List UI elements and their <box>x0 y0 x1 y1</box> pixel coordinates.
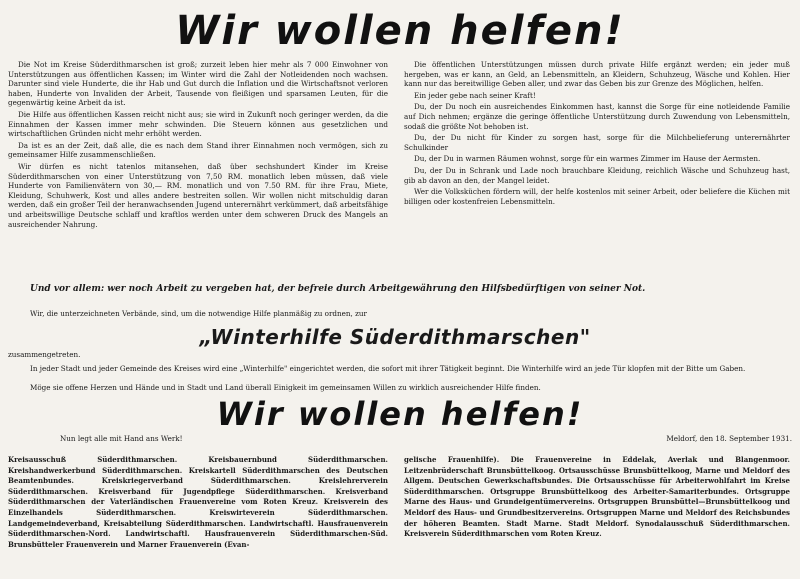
right-column <box>404 60 790 208</box>
right-paragraph: Die öffentlichen Unterstützungen müssen durch private Hilfe ergänzt werden; ein jeder muß hergeben, was er kann, an Geld, an Lebensmitteln, an Kleidern, Schuhzeug, Wäsche und Kohlen. Hier kann nur das bereitwillige Geben aller, und zwar das Geben bis zur Grenze des Möglichen, helfen. <box>404 60 790 89</box>
left-column <box>8 60 388 231</box>
call-to-action: Nun legt alle mit Hand ans Werk! <box>60 434 183 443</box>
right-paragraph: Du, der Du noch ein ausreichendes Einkommen hast, kannst die Sorge für eine notleidende Familie auf Dich nehmen; ergänze die geringe öffentliche Unterstützung durch Zuwendung von Lebensmitteln, sodaß die größte Not behoben ist. <box>404 102 790 131</box>
signatories-right: gelische Frauenhilfe). Die Frauenvereine in Eddelak, Averlak und Blangenmoor. Leitzenbrüderschaft Brunsbüttelkoog. Ortsausschüsse Brunsbüttelkoog, Marne und Meldorf des Allgem. Deutschen Gewerkschaftsbundes. Die Ortsausschüsse für Arbeiterwohlfahrt im Kreise Süderdithmarschen. Ortsgruppe Brunsbüttelkoog des Arbeiter-Samariterbundes. Ortsgruppe Marne des Haus- und Grundeigentümervereins. Ortsgruppen Brunsbüttel—Brunsbüttelkoog und Meldorf des Haus- und Grundbesitzervereins. Ortsgruppen Marne und Meldorf des Reichsbundes der höheren Beamten. Stadt Marne. Stadt Meldorf. Synodalausschuß Süderdithmarschen. Kreisverein Süderdithmarschen vom Roten Kreuz. <box>404 455 790 539</box>
paragraph-moege: Möge sie offene Herzen und Hände und in Stadt und Land überall Einigkeit im gemeinsamen Willen zu wirklich ausreichender Hilfe finden. <box>30 383 541 392</box>
paragraph-zusammengetreten: zusammengetreten. <box>8 350 81 359</box>
paragraph-jeder-stadt: In jeder Stadt und jeder Gemeinde des Kreises wird eine „Winterhilfe" eingerichtet werden, die sofort mit ihrer Tätigkeit beginnt. Die Winterhilfe wird an jede Tür klopfen mit der Bitte um Gaben. <box>30 364 746 373</box>
winterhilfe-heading: „Winterhilfe Süderdithmarschen" <box>199 325 591 349</box>
headline-bottom: Wir wollen helfen! <box>216 395 584 433</box>
left-paragraph: Die Not im Kreise Süderdithmarschen ist groß; zurzeit leben hier mehr als 7 000 Einwohner von Unterstützungen aus öffentlichen Kassen; im Winter wird die Zahl der Notleidenden noch wachsen. Darunter sind viele Hunderte, die ihr Hab und Gut durch die Inflation und die Wirtschaftsnot verloren haben, Hunderte von Invaliden der Arbeit, Tausende von fleißigen und sparsamen Leuten, für die gegenwärtig keine Arbeit da ist. <box>8 60 388 108</box>
right-paragraph: Wer die Volksküchen fördern will, der helfe kostenlos mit seiner Arbeit, oder beliefere die Küchen mit billigen oder kostenfreien Lebensmitteln. <box>404 187 790 206</box>
headline-top: Wir wollen helfen! <box>175 8 625 54</box>
left-paragraph: Da ist es an der Zeit, daß alle, die es nach dem Stand ihrer Einnahmen noch vermögen, sich zu gemeinsamer Hilfe zusammenschließen. <box>8 140 388 160</box>
right-paragraph: Du, der Du in Schrank und Lade noch brauchbare Kleidung, reichlich Wäsche und Schuhzeug hast, gib ab davon an den, der Mangel leidet. <box>404 165 790 185</box>
date-line: Meldorf, den 18. September 1931. <box>666 434 792 443</box>
right-paragraph: Ein jeder gebe nach seiner Kraft! <box>414 90 536 100</box>
left-paragraph: Die Hilfe aus öffentlichen Kassen reicht nicht aus; sie wird in Zukunft noch geringer werden, da die Einnahmen der Kassen immer mehr schwinden. Die Steuern können aus gesetzlichen und wirtschaftlichen Gründen nicht mehr erhöht werden. <box>8 109 388 139</box>
right-paragraph: Du, der Du nicht für Kinder zu sorgen hast, sorge für die Milchbelieferung unterernährter Schulkinder <box>404 133 790 152</box>
left-paragraph: Wir dürfen es nicht tatenlos mitansehen, daß über sechshundert Kinder im Kreise Süderdithmarschen von einer Unterstützung von 7,50 RM. monatlich leben müssen, daß viele Hunderte von Familienvätern von 30,— RM. monatlich und von 7.50 RM. für ihre Frau, Miete, Kleidung, Schuhwerk, Kost und alles andere bestreiten sollen. Wir wollen nicht mitschuldig daran werden, daß ein großer Teil der heranwachsenden Jugend unterernährt verkümmert, daß arbeitsfähige und arbeitswillige Deutsche schlaff und kraftlos werden unter dem schweren Druck des Mangels an ausreichender Nahrung. <box>8 161 388 229</box>
right-paragraph: Du, der Du in warmen Räumen wohnst, sorge für ein warmes Zimmer im Hause der Aermsten. <box>414 154 761 164</box>
signatories-left: Kreisausschuß Süderdithmarschen. Kreisbauernbund Süderdithmarschen. Kreishandwerkerbund Süderdithmarschen. Kreiskartell Süderdithmarschen des Deutschen Beamtenbundes. Kreiskriegerverband Süderdithmarschen. Kreislehrerverein Süderdithmarschen. Kreisverband für Jugendpflege Süderdithmarschen. Kreisverband Süderdithmarschen der Vaterländischen Frauenvereine vom Roten Kreuz. Kreisverein des Einzelhandels Süderdithmarschen. Kreiswirteverein Süderdithmarschen. Landgemeindeverband, Kreisabteilung Süderdithmarschen. Landwirtschaftl. Hausfrauenverein Süderdithmarschen-Nord. Landwirtschaftl. Hausfrauenverein Süderdithmarschen-Süd. Brunsbütteler Frauenverein und Marner Frauenverein (Evan- <box>8 455 388 549</box>
paragraph-wir: Wir, die unterzeichneten Verbände, sind, um die notwendige Hilfe planmäßig zu ordnen, zur <box>30 309 367 318</box>
emphasis-line: Und vor allem: wer noch Arbeit zu vergeben hat, der befreie durch Arbeitgewährung den Hilfsbedürftigen von seiner Not. <box>30 284 646 294</box>
